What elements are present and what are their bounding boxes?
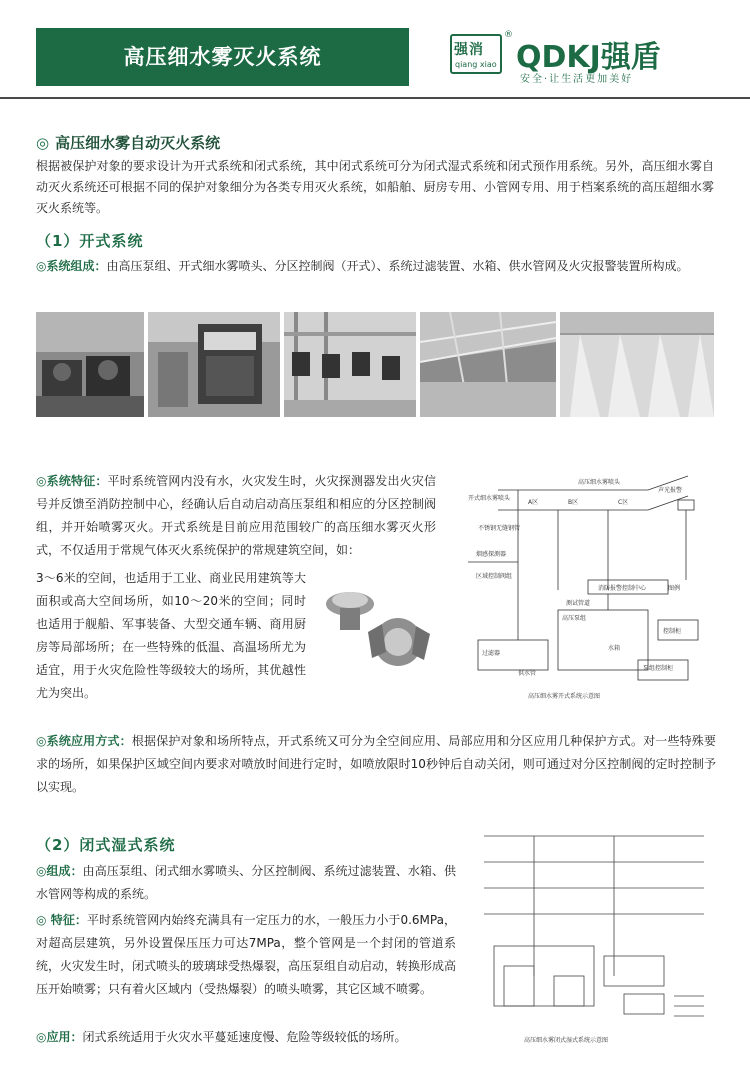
- open-diagram-label: 区域控制阀组: [476, 573, 513, 580]
- open-diagram-label: 高压细水雾喷头: [578, 479, 621, 486]
- brand-pinyin: qiang xiao: [455, 60, 497, 69]
- closed-diagram-caption: 高压细水雾闭式湿式系统示意图: [524, 1037, 609, 1044]
- composition-label: ◎系统组成：: [36, 259, 107, 273]
- closed-feature-text: 平时系统管网内始终充满具有一定压力的水，一般压力小于0.6MPa，对超高层建筑，另外设置保压压力可达7MPa，整个管网是一个封闭的管道系统，火灾发生时，闭式喷头的玻璃球受热爆裂，高压泵组自动启动，转换形成高压开始喷雾；只有着火区域内（受热爆裂）的喷头喷雾，其它区域不喷雾。: [36, 913, 457, 996]
- open-diagram-label: 不锈钢无缝钢管: [478, 525, 521, 532]
- nozzle-photo: [312, 572, 440, 680]
- closed-application-text: 闭式系统适用于火灾水平蔓延速度慢、危险等级较低的场所。: [82, 1030, 407, 1044]
- closed-system-diagram: [464, 826, 718, 1050]
- circle-mark-icon: ◎: [36, 134, 50, 152]
- control-cabinet-photo: [148, 312, 280, 417]
- zone-valve-photo: [284, 312, 416, 417]
- open-diagram-label: 消防报警控制中心: [598, 585, 647, 592]
- open-diagram-label: 测试管道: [566, 600, 591, 607]
- open-feature-a: [36, 470, 436, 562]
- page-title: 高压细水雾灭火系统: [123, 45, 322, 69]
- closed-system-title: （2）闭式湿式系统: [36, 836, 176, 854]
- open-composition: [36, 256, 714, 277]
- open-diagram-label: 泵组控制柜: [643, 665, 674, 672]
- registered-mark: ®: [504, 30, 513, 40]
- brand-name: QDKJ强盾: [516, 40, 661, 75]
- section-title-text: 高压细水雾自动灭火系统: [55, 134, 221, 152]
- open-system-title: （1）开式系统: [36, 232, 144, 250]
- open-diagram-caption: 高压细水雾开式系统示意图: [528, 693, 601, 700]
- pipe-network-photo: [420, 312, 556, 417]
- section-title: [36, 132, 220, 153]
- brand-cn: 强消: [454, 42, 484, 58]
- open-diagram-label: C区: [618, 499, 629, 506]
- feature-text-a: 平时系统管网内没有水，火灾发生时，火灾探测器发出火灾信号并反馈至消防控制中心，经确认后自动启动高压泵组和相应的分区控制阀组，并开始喷雾灭火。开式系统是目前应用范围较广的高压细水雾灭火形式，不仅适用于常规气体灭火系统保护的常规建筑空间，如：: [36, 474, 436, 557]
- closed-feature: [36, 909, 456, 1001]
- feature-label: ◎系统特征：: [36, 474, 108, 488]
- header-title-band: [36, 28, 409, 86]
- closed-composition-text: 由高压泵组、闭式细水雾喷头、分区控制阀、系统过滤装置、水箱、供水管网等构成的系统。: [36, 864, 456, 901]
- open-diagram-label: 图例: [668, 585, 681, 592]
- open-diagram-label: 烟感探测器: [476, 551, 507, 558]
- open-diagram-label: 开式细水雾喷头: [468, 495, 511, 502]
- open-diagram-label: 水箱: [608, 645, 621, 652]
- pump-unit-photo: [36, 312, 144, 417]
- open-diagram-label: 过滤器: [482, 650, 501, 657]
- open-diagram-label: 高压泵组: [562, 615, 587, 622]
- open-diagram-label: 控制柜: [663, 628, 682, 635]
- application-label: ◎系统应用方式：: [36, 734, 132, 748]
- open-feature-b: 3～6米的空间，也适用于工业、商业民用建筑等大面积或高大空间场所，如10～20米的空间；同时也适用于舰船、军事装备、大型交通车辆、商用厨房等局部场所；在一些特殊的低温、高温场所尤为适宜，用于火灾危险性等级较大的场所，其优越性尤为突出。: [36, 571, 306, 700]
- open-diagram-label: B区: [568, 499, 579, 506]
- composition-text: 由高压泵组、开式细水雾喷头、分区控制阀（开式）、系统过滤装置、水箱、供水管网及火灾报警装置所构成。: [106, 259, 689, 273]
- application-text: 根据保护对象和场所特点，开式系统又可分为全空间应用、局部应用和分区应用几种保护方式。对一些特殊要求的场所，如果保护区域空间内要求对喷放时间进行定时，如喷放限时10秒钟后自动关闭，则可通过对分区控制阀的定时控制予以实现。: [36, 734, 716, 794]
- closed-composition: [36, 860, 456, 906]
- open-application: [36, 730, 716, 799]
- open-diagram-label: A区: [528, 499, 539, 506]
- closed-application: [36, 1026, 456, 1049]
- open-diagram-label: 供水管: [518, 670, 537, 677]
- open-diagram-label: 声光报警: [658, 487, 683, 494]
- closed-feature-label: ◎ 特征：: [36, 913, 87, 927]
- closed-application-label: ◎应用：: [36, 1030, 83, 1044]
- brand-slogan: 安全·让生活更加美好: [520, 74, 634, 85]
- intro-paragraph: 根据被保护对象的要求设计为开式系统和闭式系统，其中闭式系统可分为闭式湿式系统和闭式预作用系统。另外，高压细水雾自动灭火系统还可根据不同的保护对象细分为各类专用灭火系统，如船舶、厨房专用、小管网专用、用于档案系统的高压超细水雾灭火系统等。: [36, 159, 714, 215]
- open-system-diagram: [458, 470, 716, 706]
- header-divider: [0, 97, 750, 99]
- closed-composition-label: ◎组成：: [36, 864, 83, 878]
- brand-cn-box: [450, 34, 502, 74]
- mist-spray-photo: [560, 312, 714, 417]
- brand-logo: [450, 30, 712, 86]
